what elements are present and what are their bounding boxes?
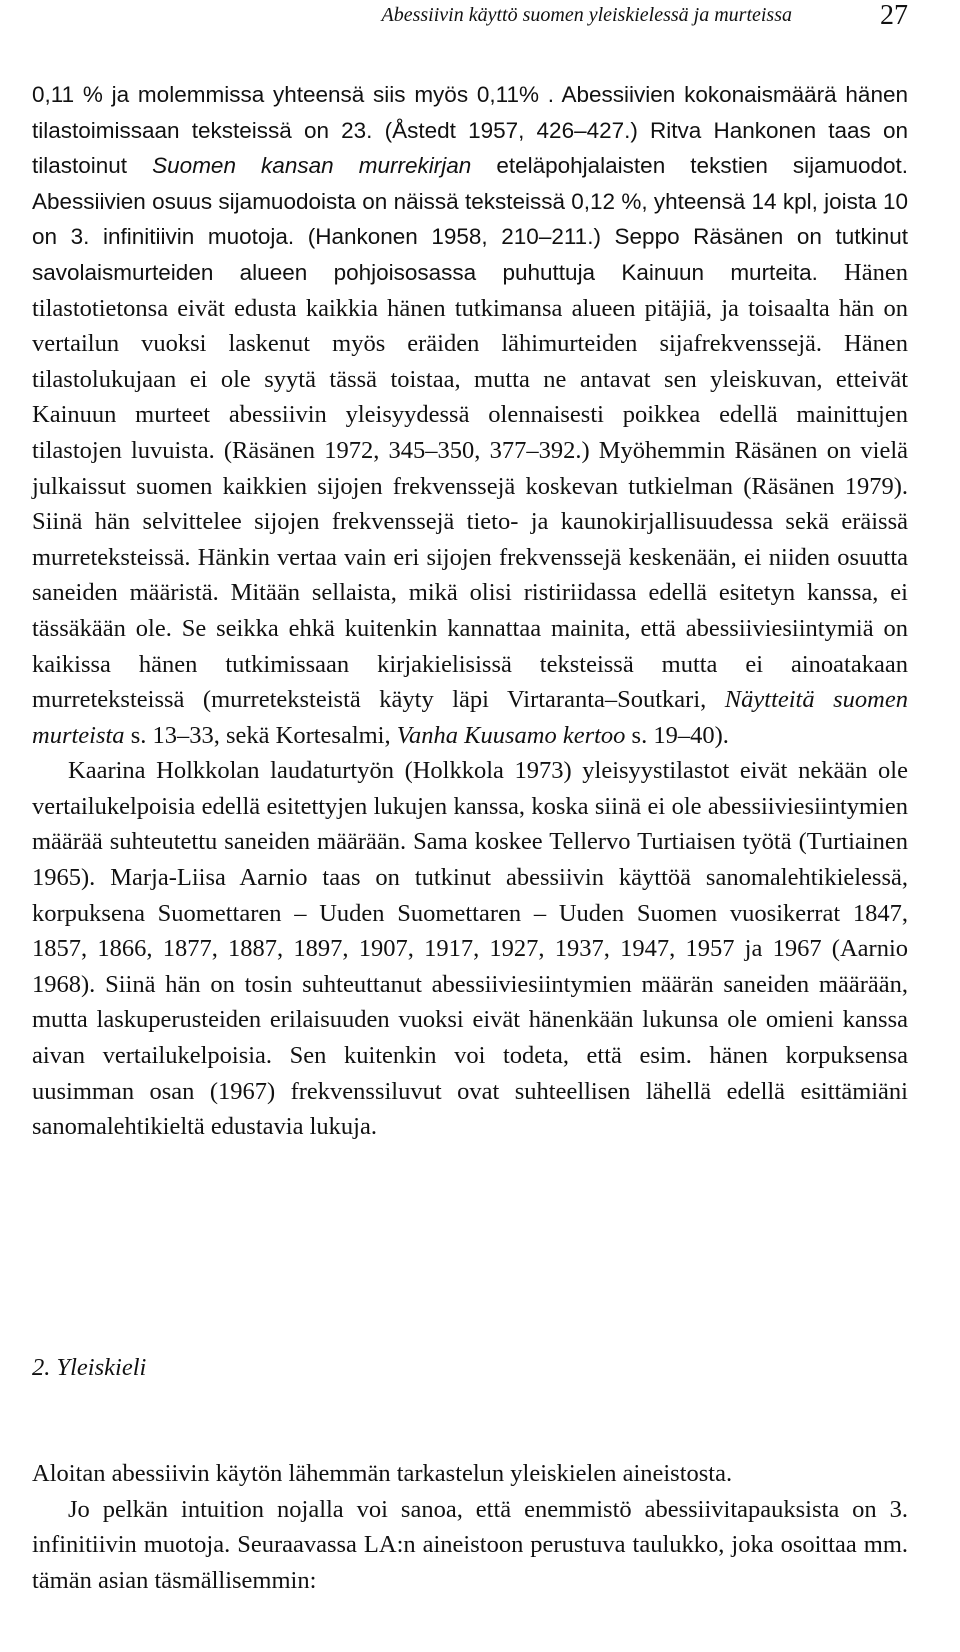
paragraph-text: 0,11 % ja molemmissa yhteensä siis myös 0,11% . Abessiivien kokonaismäärä hänen tilastoimissaan teksteissä on 23. (Åstedt 1957, 426–427.) Ritva Hankonen taas on tilastoinut bbox=[32, 82, 908, 179]
page-number: 27 bbox=[880, 0, 908, 31]
paragraph-text: s. 13–33, sekä Kortesalmi, bbox=[124, 721, 397, 749]
work-title: Vanha Kuusamo kertoo bbox=[396, 721, 626, 749]
paragraph-text: s. 19–40). bbox=[625, 721, 729, 749]
paragraph-holkkola: Kaarina Holkkolan laudaturtyön (Holkkola 1973) yleisyystilastot eivät nekään ole vertailukelpoisia edellä esitettyjen lukujen kanssa, koska siinä ei ole abessiiviesiintymien määrää suhteutettu saneiden määrään. Sama koskee Tellervo Turtiaisen työtä (Turtiainen 1965). Marja-Liisa Aarnio taas on tutkinut abessiivin käyttöä sanomalehtikielessä, korpuksena Suomettaren – Uuden Suomettaren – Uuden Suomen vuosikerrat 1847, 1857, 1866, 1877, 1887, 1897, 1907, 1917, 1927, 1937, 1947, 1957 ja 1967 (Aarnio 1968). Siinä hän on tosin suhteuttanut abessiiviesiintymien määrän saneiden määrään, mutta laskuperusteiden erilaisuuden vuoksi eivät hänenkään lukunsa ole omieni kanssa aivan vertailukelpoisia. Sen kuitenkin voi todeta, että esim. hänen korpuksensa uusimman osan (1967) frekvenssiluvut ovat suhteellisen lähellä edellä esittämiäni sanomalehtikieltä edustavia lukuja. bbox=[32, 757, 908, 1141]
work-title: Näytteitä suomen murteista bbox=[32, 686, 908, 749]
paragraph-intuition: Jo pelkän intuition nojalla voi sanoa, että enemmistö abessiivitapauksista on 3. infinitiivin muotoja. Seuraavassa LA:n aineistoon perustuva taulukko, joka osoittaa mm. tämän asian täsmällisemmin: bbox=[32, 1495, 908, 1594]
section-heading: 2. Yleiskieli bbox=[32, 1354, 147, 1381]
work-title: Suomen kansan murrekirjan bbox=[152, 153, 472, 179]
main-text bbox=[32, 77, 908, 1145]
paragraph-text: Hänen tilastotietonsa eivät edusta kaikkia hänen tutkimansa alueen pitäjiä, ja toisaalta hän on vertailun vuoksi laskenut myös eräiden lähimurteiden sijafrekvenssejä. Hänen tilastolukujaan ei ole syytä tässä toistaa, mutta ne antavat sen yleiskuvan, etteivät Kainuun murteet abessiivin yleisyydessä olennaisesti poikkea edellä mainittujen tilastojen luvuista. (Räsänen 1972, 345–350, 377–392.) Myöhemmin Räsänen on vielä julkaissut suomen kaikkien sijojen frekvenssejä koskevan tutkielman (Räsänen 1979). Siinä hän selvittelee sijojen frekvenssejä tieto- ja kaunokirjallisuudessa sekä eräissä murreteksteissä. Hänkin vertaa vain eri sijojen frekvenssejä keskenään, ei niiden osuutta saneiden määristä. Mitään sellaista, mikä olisi ristiriidassa edellä esitetyn kanssa, ei tässäkään ole. Se seikka ehkä kuitenkin kannattaa mainita, että abessiiviesiintymiä on kaikissa hänen tutkimissaan kirjakielisissä teksteissä mutta ei ainoatakaan murreteksteissä (murreteksteistä käyty läpi Virtaranta–Soutkari, bbox=[32, 258, 908, 714]
section-text bbox=[32, 1456, 908, 1598]
paragraph-text: eteläpohjalaisten tekstien sijamuodot. Abessiivien osuus sijamuodoista on näissä teksteissä 0,12 %, yhteensä 14 kpl, joista 10 on 3. infinitiivin muotoja. (Hankonen 1958, 210–211.) Seppo Räsänen on tutkinut savolaismurteiden alueen pohjoisosassa puhuttuja Kainuun murteita. bbox=[32, 153, 908, 285]
page-header bbox=[32, 0, 908, 32]
running-title: Abessiivin käyttö suomen yleiskielessä ja murteissa bbox=[381, 4, 792, 26]
paragraph-intro: Aloitan abessiivin käytön lähemmän tarkastelun yleiskielen aineistosta. bbox=[32, 1460, 733, 1487]
paragraph-statistics bbox=[32, 77, 908, 753]
